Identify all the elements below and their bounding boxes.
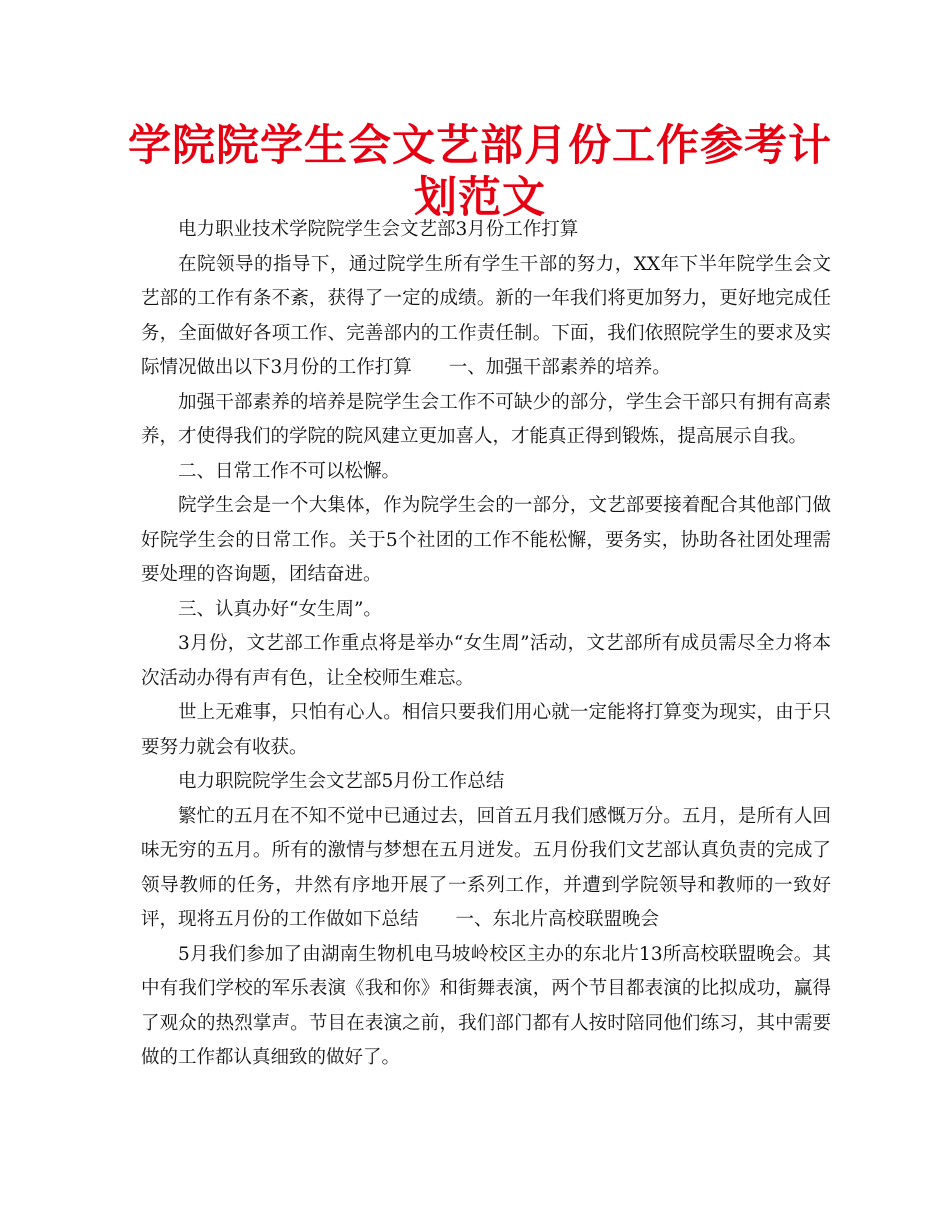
- heading-daily-work: 二、日常工作不可以松懈。: [178, 460, 401, 482]
- paragraph-motto: 世上无难事，只怕有心人。相信只要我们用心就一定能将打算变为现实，由于只要努力就会有收获。: [141, 702, 831, 758]
- paragraph-alliance-gala: 5月我们参加了由湖南生物机电马坡岭校区主办的东北片13所高校联盟晚会。其中有我们学校的军乐表演《我和你》和街舞表演，两个节目都表演的比拟成功，赢得了观众的热烈掌声。节目在表演之前，我们部门都有人按时陪同他们练习，其中需要做的工作都认真细致的做好了。: [141, 943, 831, 1068]
- paragraph-girls-week: 3月份，文艺部工作重点将是举办“女生周”活动，文艺部所有成员需尽全力将本次活动办得有声有色，让全校师生难忘。: [141, 633, 831, 689]
- paragraph-cadre-training: 加强干部素养的培养是院学生会工作不可缺少的部分，学生会干部只有拥有高素养，才使得我们的学院的院风建立更加喜人，才能真正得到锻炼，提高展示自我。: [141, 391, 831, 447]
- document-body: [141, 213, 831, 1076]
- paragraph-intro: 在院领导的指导下，通过院学生所有学生干部的努力，XX年下半年院学生会文艺部的工作有条不紊，获得了一定的成绩。新的一年我们将更加努力，更好地完成任务，全面做好各项工作、完善部内的工作责任制。下面，我们依照院学生的要求及实际情况做出以下3月份的工作打算 一、加强干部素养的培养。: [141, 253, 831, 378]
- heading-girls-week: 三、认真办好“女生周”。: [178, 598, 382, 620]
- paragraph-may-intro: 繁忙的五月在不知不觉中已通过去，回首五月我们感慨万分。五月，是所有人回味无穷的五月。所有的激情与梦想在五月迸发。五月份我们文艺部认真负责的完成了领导教师的任务，井然有序地开展了一系列工作，并遭到学院领导和教师的一致好评，现将五月份的工作做如下总结 一、东北片高校联盟晚会: [141, 805, 831, 930]
- paragraph-daily-work: 院学生会是一个大集体，作为院学生会的一部分，文艺部要接着配合其他部门做好院学生会的日常工作。关于5个社团的工作不能松懈，要务实，协助各社团处理需要处理的咨询题，团结奋进。: [141, 495, 831, 585]
- section-heading-march-plan: 电力职业技术学院院学生会文艺部3月份工作打算: [178, 219, 579, 240]
- section-heading-may-summary: 电力职院院学生会文艺部5月份工作总结: [178, 771, 505, 792]
- document-title: 学院院学生会文艺部月份工作参考计划范文: [128, 121, 832, 223]
